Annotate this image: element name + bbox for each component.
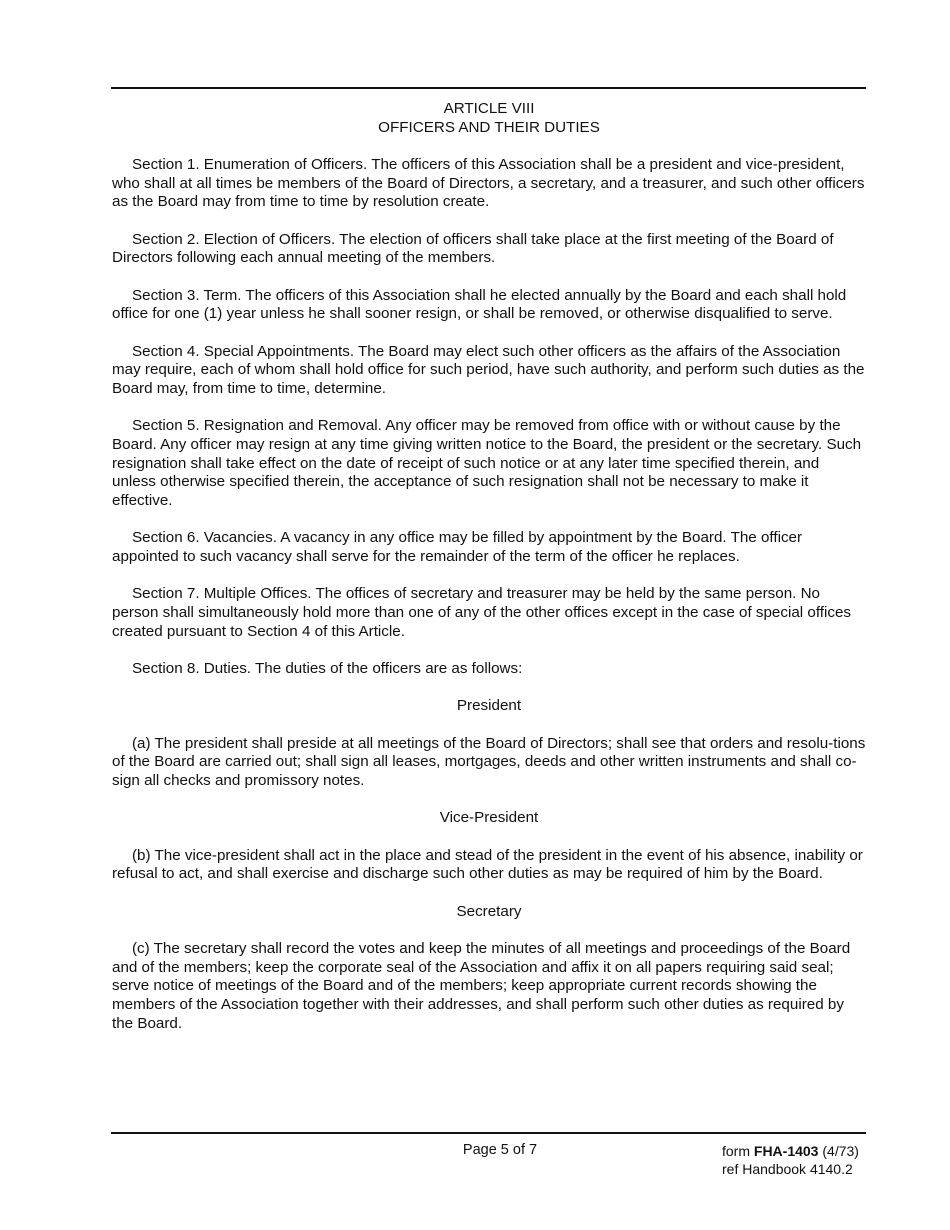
form-prefix: form — [722, 1143, 750, 1159]
duty-heading-president: President — [456, 697, 522, 715]
article-number: ARTICLE VIII — [443, 100, 535, 117]
form-number: FHA-1403 — [753, 1143, 819, 1159]
handbook-reference: ref Handbook 4140.2 — [722, 1160, 853, 1177]
duty-text-president: (a) The president shall preside at all meetings of the Board of Directors; shall see that orders and resolu-tions of the Board are carried out; shall sign all leases, mortgages, deeds and other written instruments and shall co-sign all checks and promissory notes. — [112, 734, 866, 790]
section-1: Section 1. Enumeration of Officers. The officers of this Association shall be a president and vice-president, who shall at all times be members of the Board of Directors, a secretary, and a treasurer, and such other officers as the Board may from time to time by resolution create. — [112, 155, 865, 211]
form-reference — [722, 1143, 859, 1178]
duty-heading-vice-president: Vice-President — [439, 809, 539, 827]
section-4: Section 4. Special Appointments. The Board may elect such other officers as the affairs of the Association may require, each of whom shall hold office for such period, have such authority, and perform such duties as the Board may, from time to time, determine. — [112, 342, 865, 398]
header-rule — [111, 87, 866, 89]
section-5: Section 5. Resignation and Removal. Any officer may be removed from office with or without cause by the Board. Any officer may resign at any time giving written notice to the Board, the president or the secretary. Such resignation shall take effect on the date of receipt of such notice or at any later time specified therein, and unless otherwise specified therein, the acceptance of such resignation shall not be necessary to make it effective. — [112, 417, 862, 510]
duty-text-secretary: (c) The secretary shall record the votes and keep the minutes of all meetings and proceedings of the Board and of the members; keep the corporate seal of the Association and affix it on all papers requiring said seal; serve notice of meetings of the Board and of the members; keep appropriate current records showing the members of the Association together with their addresses, and shall perform such other duties as required by the Board. — [112, 940, 851, 1032]
article-title: OFFICERS AND THEIR DUTIES — [378, 118, 600, 136]
section-6: Section 6. Vacancies. A vacancy in any office may be filled by appointment by the Board. The officer appointed to such vacancy shall serve for the remainder of the term of the officer he replaces. — [112, 529, 803, 566]
form-date: (4/73) — [822, 1143, 859, 1159]
duty-text-vice-president: (b) The vice-president shall act in the place and stead of the president in the event of his absence, inability or refusal to act, and shall exercise and discharge such other duties as may be required of him by the Board. — [112, 846, 863, 883]
duty-heading-secretary: Secretary — [456, 902, 522, 920]
document-body — [112, 100, 866, 1052]
section-8: Section 8. Duties. The duties of the officers are as follows: — [132, 660, 523, 678]
article-heading — [112, 100, 866, 137]
page-number: Page 5 of 7 — [462, 1142, 538, 1158]
form-id-line — [722, 1143, 859, 1161]
section-2: Section 2. Election of Officers. The election of officers shall take place at the first meeting of the Board of Directors following each annual meeting of the members. — [112, 230, 834, 267]
section-3: Section 3. Term. The officers of this Association shall he elected annually by the Board and each shall hold office for one (1) year unless he shall sooner resign, or shall be removed, or otherwise disqualified to serve. — [112, 286, 847, 323]
section-7: Section 7. Multiple Offices. The offices of secretary and treasurer may be held by the same person. No person shall simultaneously hold more than one of any of the other offices except in the case of special offices created pursuant to Section 4 of this Article. — [112, 585, 852, 640]
footer-rule — [111, 1132, 866, 1134]
